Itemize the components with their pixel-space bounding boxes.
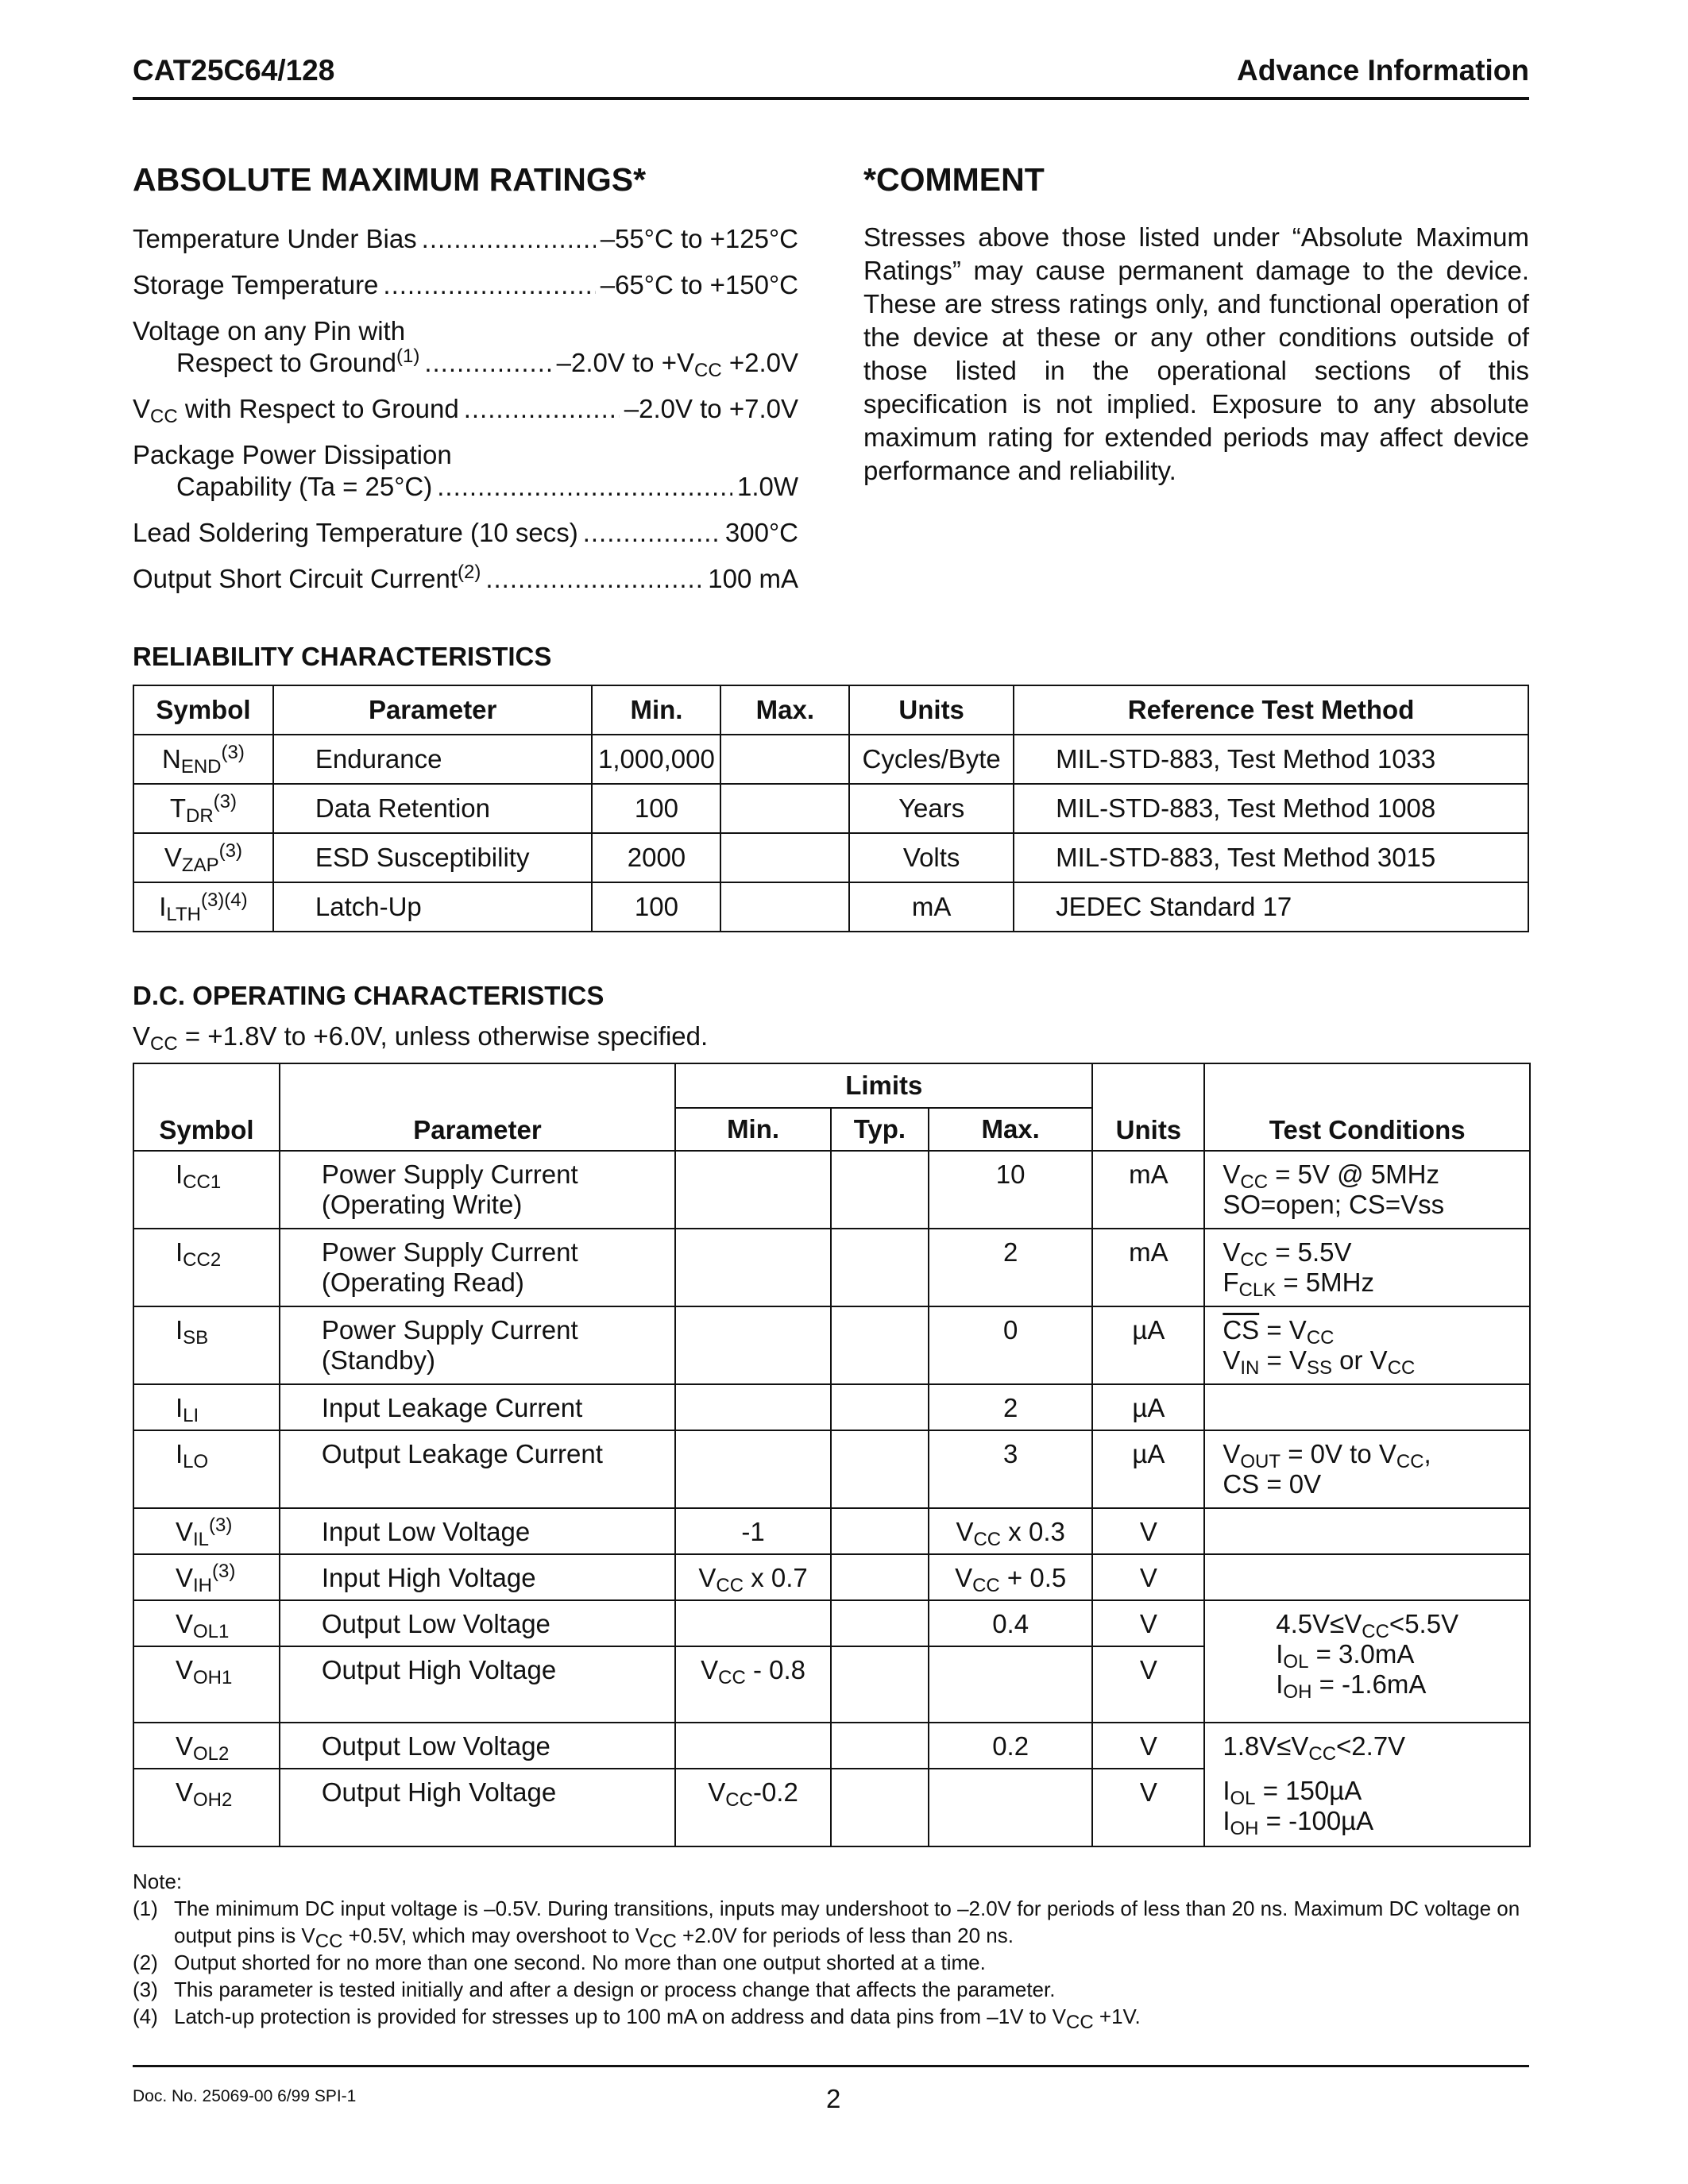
header-symbol: Symbol — [133, 685, 273, 735]
table-row: $N_{END}^{(3)}$ Endurance 1,000,000 Cycles/Byte MIL-STD-883, Test Method 1033 — [133, 735, 1528, 784]
part-number: CAT25C64/128 — [133, 54, 335, 87]
header-max: Max. — [720, 685, 849, 735]
reliability-title: RELIABILITY CHARACTERISTICS — [133, 642, 552, 671]
header-min: Min. — [592, 685, 720, 735]
table-row: $V_{OL2}$ Output Low Voltage 0.2 V $1.8V\le V_{CC}<2.7V$ $I_{OL} = 150\mu A$ $I_{OH} = -100\mu A$ — [133, 1723, 1530, 1769]
header-conditions: Test Conditions — [1204, 1063, 1530, 1151]
dc-table — [133, 1063, 1531, 1847]
dc-subtitle: $V_{CC} = +1.8V$ to +6.0V, unless otherwise specified. — [133, 1021, 709, 1055]
amr-item: Capability (Ta = 25°C) ..... 1.0W — [133, 470, 798, 504]
amr-item: $V_{CC}$ with Respect to Ground ..... –2.0V to +7.0V — [133, 392, 798, 426]
table-row: $V_{OL1}$ Output Low Voltage 0.4 V $4.5V\le V_{CC}<5.5V$ $I_{OL} = 3.0mA$ $I_{OH} = -1.6mA$ — [133, 1600, 1530, 1646]
header-method: Reference Test Method — [1014, 685, 1528, 735]
comment-text: Stresses above those listed under “Absolute Maximum Ratings” may cause permanent damage to the device. These are stress ratings only, and functional operation of the device at these or any other conditions outside of those listed in the operational sections of this specification is not implied. Exposure to any absolute maximum rating for extended periods may affect device performance and reliability. — [863, 222, 1529, 485]
header-max: Max. — [929, 1108, 1093, 1151]
header-rule — [133, 97, 1529, 100]
note-item: (4) Latch-up protection is provided for stresses up to 100 mA on address and data pins from –1V to $V_{CC} +1V$. — [133, 2005, 1141, 2033]
note-item: (2) Output shorted for no more than one second. No more than one output shorted at a time. — [133, 1951, 986, 1974]
header-symbol: Symbol — [133, 1063, 280, 1151]
header-units: Units — [849, 685, 1014, 735]
header-typ: Typ. — [831, 1108, 929, 1151]
amr-item: Output Short Circuit Current$^{(2)}$ ..... 100 mA — [133, 562, 798, 596]
note-item: (3) This parameter is tested initially and after a design or process change that affects the parameter. — [133, 1978, 1056, 2001]
amr-item: Lead Soldering Temperature (10 secs) ..... 300°C — [133, 516, 798, 550]
header-limits: Limits — [675, 1063, 1092, 1108]
table-row: $V_{ZAP}^{(3)}$ ESD Susceptibility 2000 Volts MIL-STD-883, Test Method 3015 — [133, 833, 1528, 882]
table-row: $T_{DR}^{(3)}$ Data Retention 100 Years MIL-STD-883, Test Method 1008 — [133, 784, 1528, 833]
table-row: $I_{CC2}$ Power Supply Current (Operating Read) 2 mA $V_{CC} = 5.5V$ $F_{CLK} = 5MHz$ — [133, 1229, 1530, 1306]
group1-conditions: $4.5V\le V_{CC}<5.5V$ $I_{OL} = 3.0mA$ $I_{OH} = -1.6mA$ — [1204, 1600, 1530, 1723]
notes-title: Note: — [133, 1870, 183, 1893]
note-item: (1) The minimum DC input voltage is –0.5V. During transitions, inputs may undershoot to –2.0V for periods of less than 20 ns. Maximum DC voltage on output pins is $V_{CC} +0.5V$, which may overshoot to $V_{CC} +2.0V$ for periods of less than 20 ns. — [133, 1897, 1520, 1952]
document-number: Doc. No. 25069-00 6/99 SPI-1 — [133, 2087, 357, 2105]
dc-title: D.C. OPERATING CHARACTERISTICS — [133, 981, 605, 1010]
table-row: $V_{IH}^{(3)}$ Input High Voltage $V_{CC}$ x 0.7 $V_{CC} + 0.5$ V — [133, 1554, 1530, 1600]
table-row: $I_{SB}$ Power Supply Current (Standby) 0 µA $\overline{CS} = V_{CC}$ $V_{IN} = V_{SS}$ or $V_{CC}$ — [133, 1306, 1530, 1384]
table-header-row — [133, 1063, 1530, 1108]
amr-title: ABSOLUTE MAXIMUM RATINGS* — [133, 161, 647, 198]
header-parameter: Parameter — [280, 1063, 675, 1151]
table-row: $I_{LO}$ Output Leakage Current 3 µA $V_{OUT} = 0V$ to $V_{CC}$, CS = 0V — [133, 1430, 1530, 1508]
reliability-table — [133, 685, 1529, 932]
table-header-row — [133, 685, 1528, 735]
document-status: Advance Information — [1237, 54, 1529, 87]
table-row: $V_{IL}^{(3)}$ Input Low Voltage -1 $V_{CC}$ x 0.3 V — [133, 1508, 1530, 1554]
table-row: $I_{LI}$ Input Leakage Current 2 µA — [133, 1384, 1530, 1430]
amr-item: Storage Temperature ..... –65°C to +150°C — [133, 268, 798, 302]
comment-title: *COMMENT — [863, 161, 1045, 198]
amr-list — [133, 222, 798, 596]
table-row: $V_{OH2}$ Output High Voltage $V_{CC}-0.2$ V — [133, 1769, 1530, 1846]
header-min: Min. — [675, 1108, 831, 1151]
table-row: $V_{OH1}$ Output High Voltage $V_{CC} - 0.8$ V — [133, 1646, 1530, 1723]
notes — [133, 1868, 1529, 2033]
amr-item: Respect to Ground$^{(1)}$ ..... –2.0V to $+V_{CC} +2.0V$ — [133, 346, 798, 380]
page-number: 2 — [826, 2084, 841, 2113]
table-row: $I_{CC1}$ Power Supply Current (Operating Write) 10 mA $V_{CC} = 5V$ @ 5MHz SO=open; CS=Vss — [133, 1151, 1530, 1229]
header-parameter: Parameter — [273, 685, 593, 735]
table-row: $I_{LTH}^{(3)(4)}$ Latch-Up 100 mA JEDEC Standard 17 — [133, 882, 1528, 932]
amr-item: Voltage on any Pin with — [133, 316, 406, 345]
amr-item: Package Power Dissipation — [133, 440, 452, 469]
group2-conditions: $1.8V\le V_{CC}<2.7V$ $I_{OL} = 150\mu A$ $I_{OH} = -100\mu A$ — [1204, 1723, 1530, 1846]
header-units: Units — [1092, 1063, 1204, 1151]
amr-item: Temperature Under Bias ..... –55°C to +125°C — [133, 222, 798, 256]
footer-rule — [133, 2065, 1529, 2067]
